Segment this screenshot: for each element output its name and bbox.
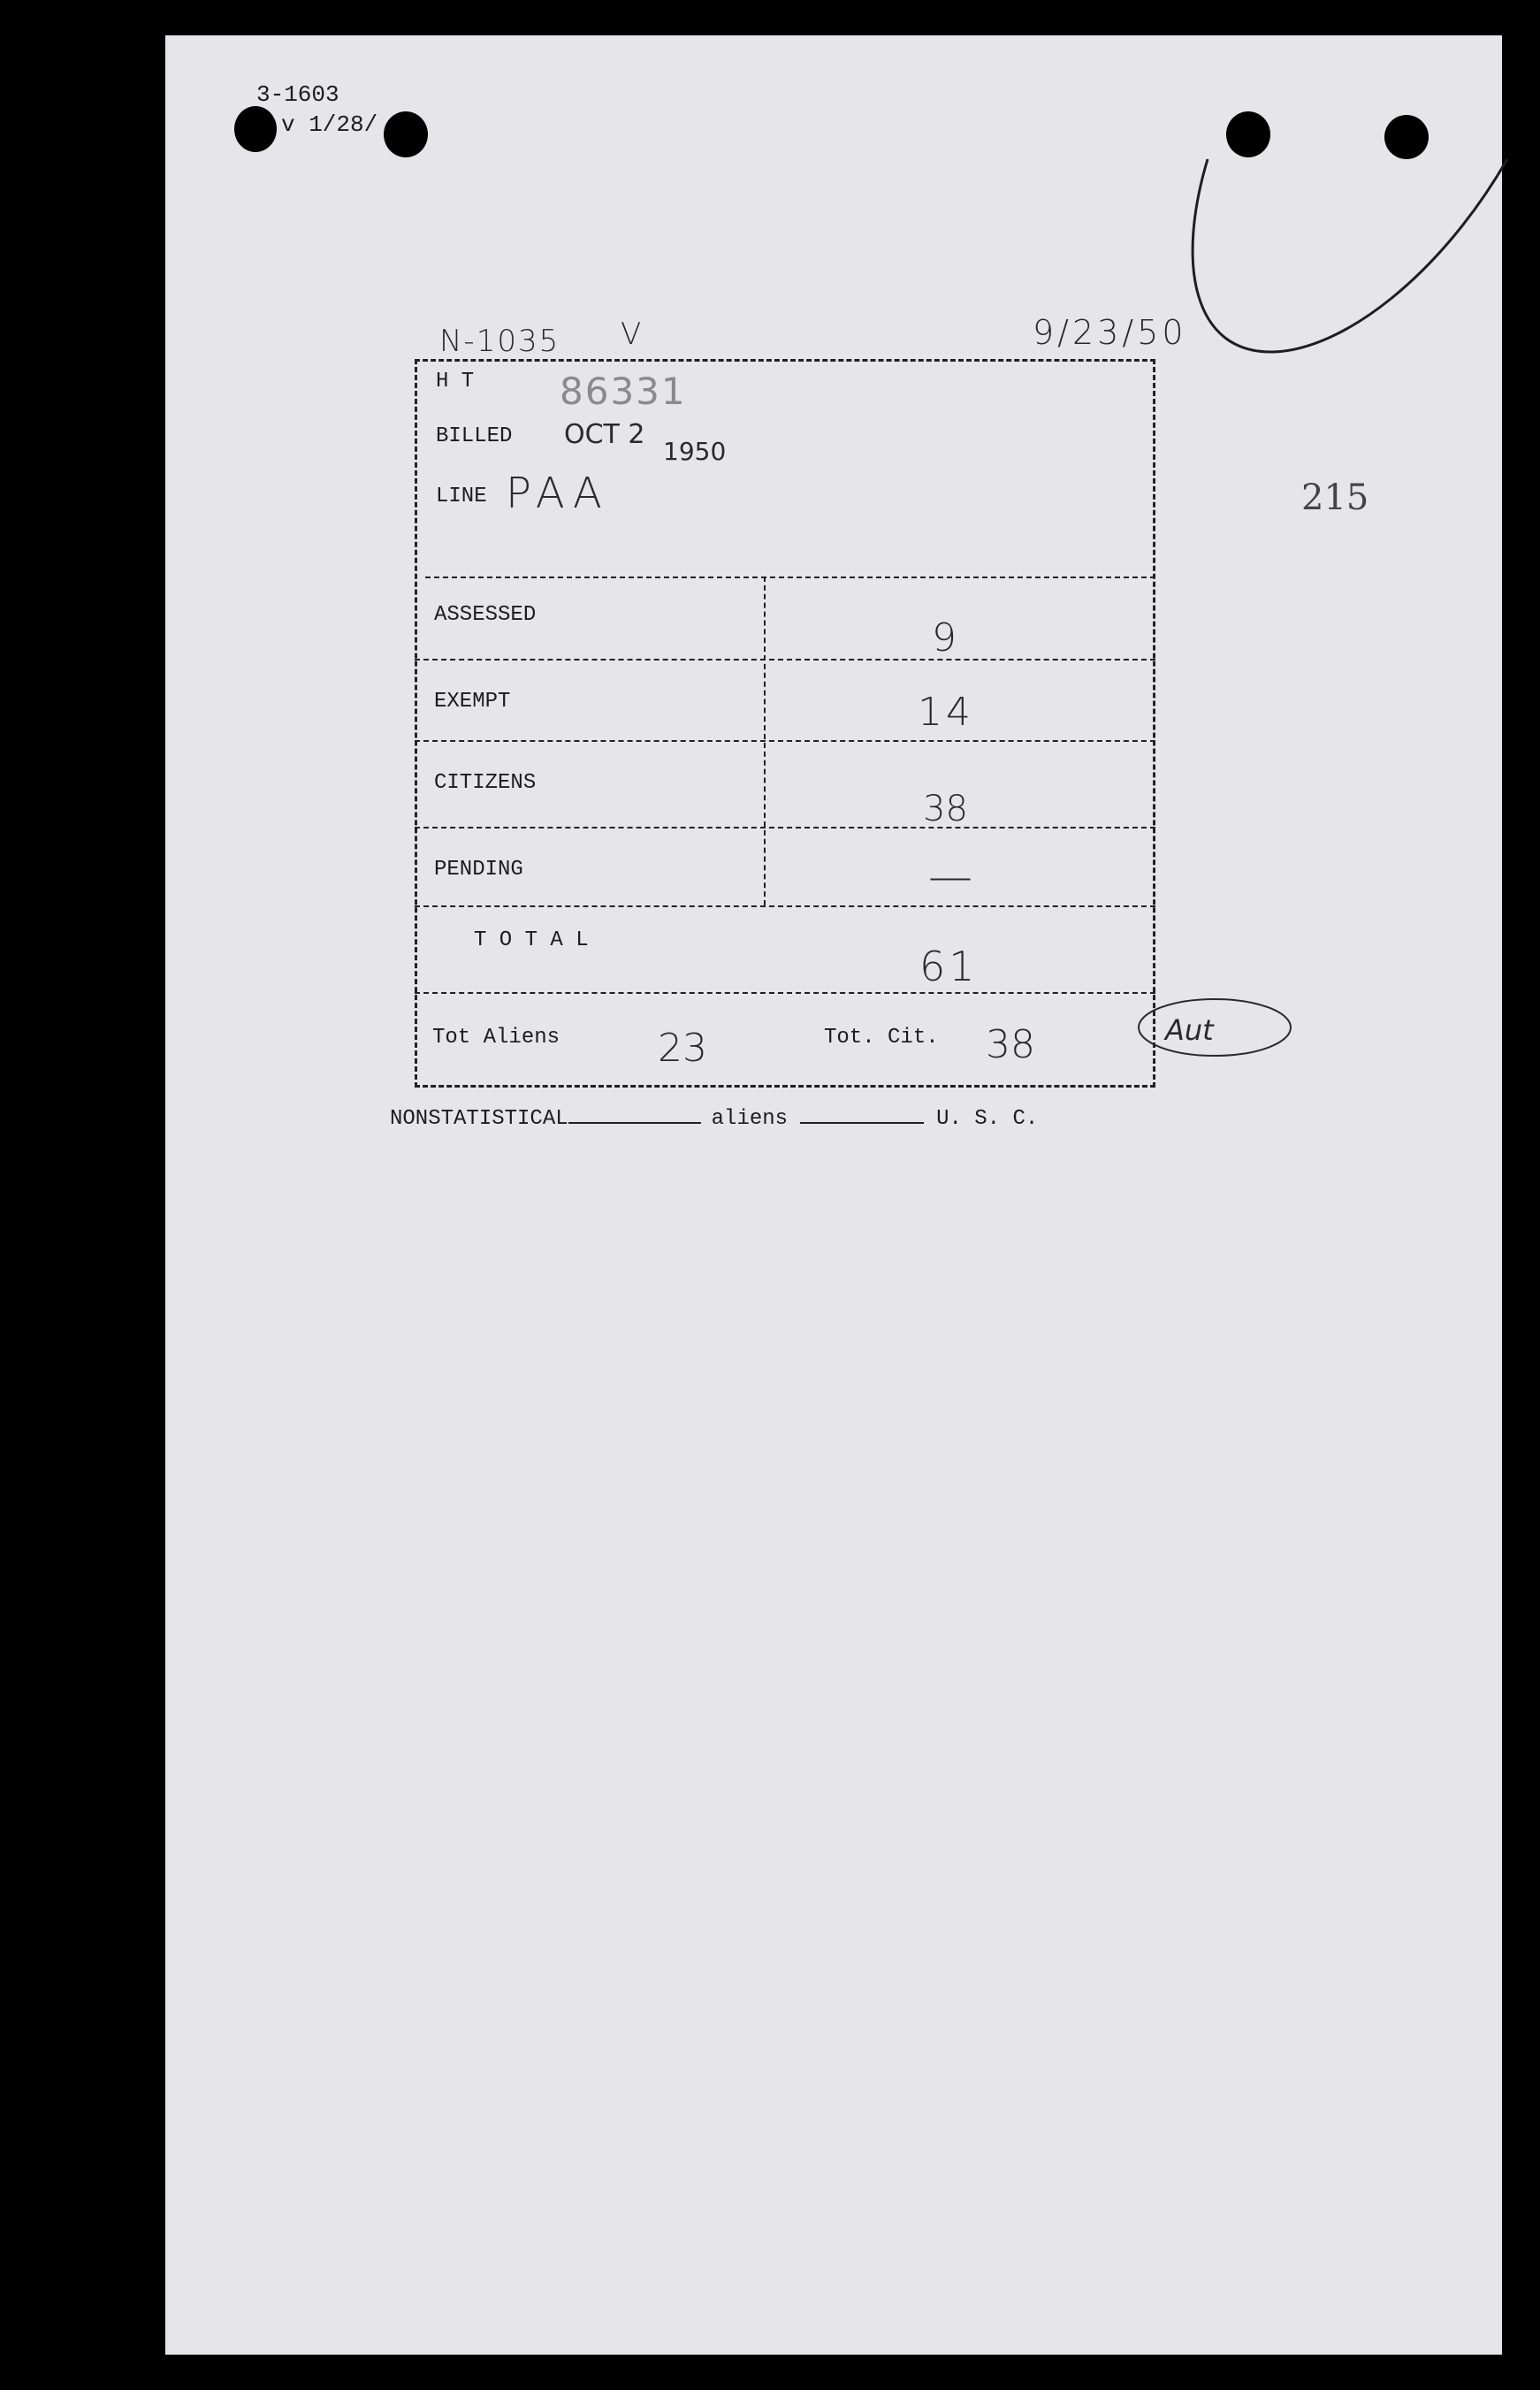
total-value: 61	[919, 943, 979, 990]
tot-aliens-label: Tot Aliens	[432, 1026, 560, 1050]
tot-cit-value: 38	[986, 1022, 1035, 1067]
nonstat-aliens-label: aliens	[711, 1107, 789, 1131]
row-value-pending: —	[928, 851, 972, 902]
divider	[425, 577, 1155, 578]
line-value: PAA	[506, 469, 609, 518]
column-divider	[764, 577, 766, 905]
nonstat-line	[390, 1107, 1038, 1131]
line-label: LINE	[436, 485, 487, 508]
total-label: T O T A L	[474, 928, 589, 952]
file-check-mark: V	[621, 317, 642, 352]
row-label-exempt: EXEMPT	[434, 690, 511, 714]
billed-date-stamp: OCT 2	[564, 419, 645, 450]
punch-hole-left	[234, 106, 277, 152]
tot-cit-label: Tot. Cit.	[824, 1026, 939, 1050]
row-label-assessed: ASSESSED	[434, 603, 537, 627]
form-revision: v 1/28/	[281, 111, 378, 138]
billed-label: BILLED	[436, 424, 513, 448]
nonstat-blank-1	[568, 1122, 701, 1124]
divider	[415, 992, 1155, 994]
form-number: 3-1603	[256, 81, 339, 108]
row-value-exempt: 14	[918, 690, 974, 735]
ht-number-stamp: 86331	[560, 370, 687, 413]
divider	[415, 827, 1155, 828]
row-value-assessed: 9	[932, 615, 957, 660]
divider	[415, 740, 1155, 742]
ht-label: H T	[436, 370, 475, 393]
row-label-citizens: CITIZENS	[434, 771, 537, 795]
handwritten-date: 9/23/50	[1033, 313, 1187, 352]
initials-circle	[1135, 990, 1303, 1061]
punch-hole-left-2	[384, 111, 428, 157]
file-number: N-1035	[439, 324, 560, 359]
page-number: 215	[1301, 477, 1369, 518]
row-value-citizens: 38	[923, 789, 968, 829]
initials: Aut	[1165, 1013, 1214, 1047]
tot-aliens-value: 23	[658, 1026, 707, 1071]
nonstat-blank-2	[800, 1122, 924, 1124]
divider	[415, 659, 1155, 660]
divider	[415, 905, 1155, 907]
pen-check-stroke	[1149, 141, 1521, 371]
nonstat-usc-label: U. S. C.	[936, 1107, 1039, 1131]
nonstat-label: NONSTATISTICAL	[390, 1107, 568, 1131]
billed-year-stamp: 1950	[663, 437, 727, 466]
row-label-pending: PENDING	[434, 858, 523, 882]
